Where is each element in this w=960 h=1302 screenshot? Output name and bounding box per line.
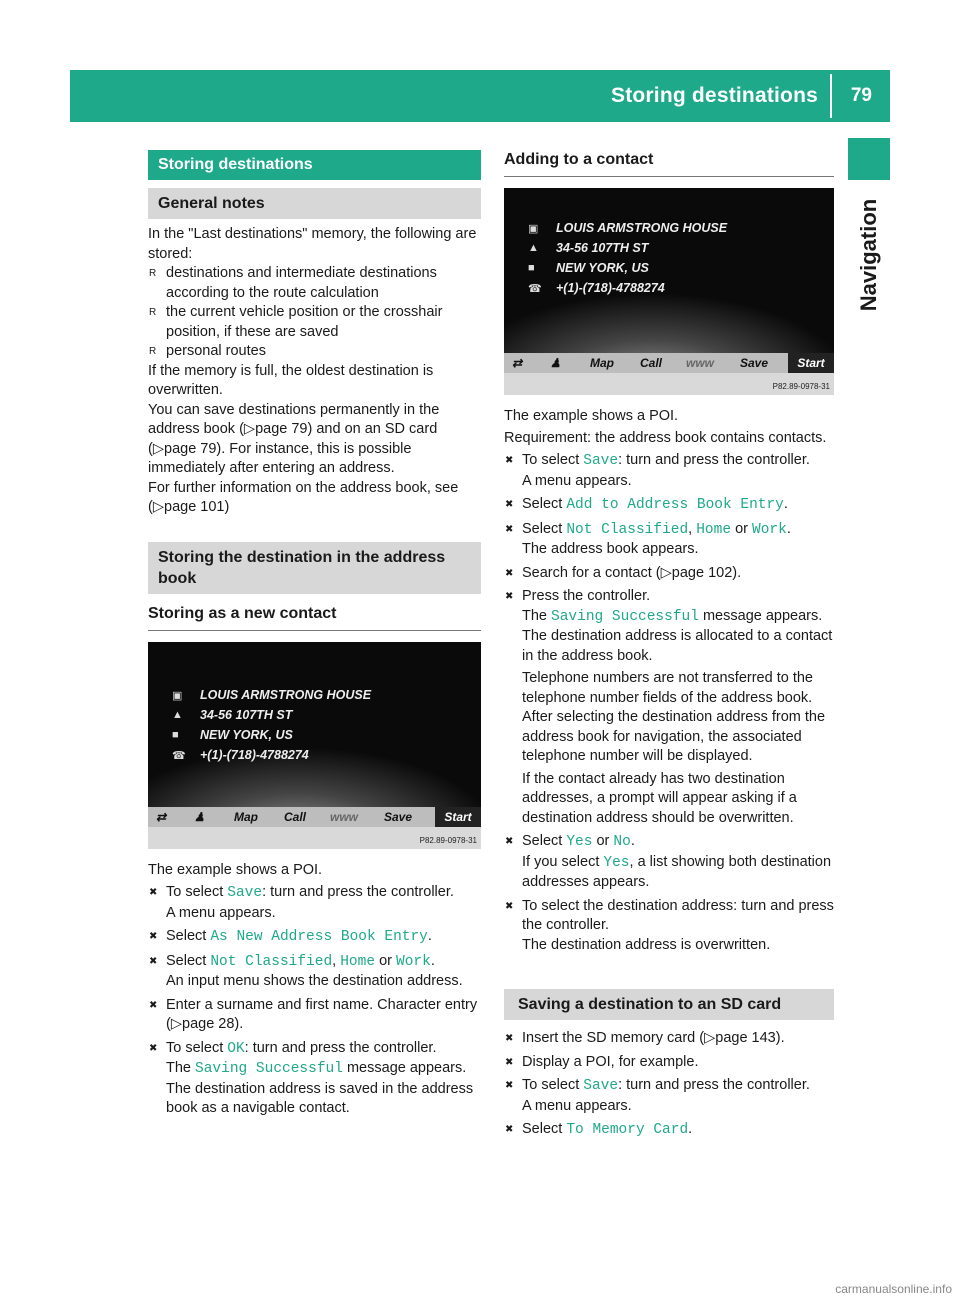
contact-icon: ♟ [194,809,205,824]
screen-line: +(1)-(718)-4788274 [556,281,665,295]
right-column [504,150,834,1141]
overwrite-note: If the contact already has two destination addresses, a prompt will appear asking if a destination address should be overwritten. [522,770,797,826]
new-contact-heading: Storing as a new contact [148,604,481,631]
page-ref-icon: ▷ [704,1030,716,1046]
city-icon: ■ [172,728,179,741]
general-notes-heading: General notes [148,188,481,219]
screen-line: NEW YORK, US [200,727,293,742]
page-ref-icon: ▷ [243,421,256,437]
screen-line: 34-56 107TH ST [556,241,649,255]
contact-icon: ♟ [550,356,561,370]
step-arrow-icon: ✖ [505,523,514,535]
step-arrow-icon: ✖ [149,931,158,942]
step-arrow-icon: ✖ [149,999,158,1011]
image-code: P82.89-0978-31 [772,382,830,391]
save-permanently-text: You can save destinations permanently in the address book (▷page 79) and on an SD card (▷page 79). For instance, this is possible immediately after entering an address. [148,401,440,476]
list-item: ✖ Enter a surname and first name. Character entry (▷page 28). [149,996,478,1032]
sd-card-steps [504,1029,834,1141]
list-item: ✖ To select the destination address: turn and press the controller. The destination address is overwritten. [505,897,834,953]
add-contact-steps [504,451,834,955]
list-item: R destinations and intermediate destinations according to the route calculation [149,265,437,301]
list-item: ✖ Insert the SD memory card (▷page 143). [504,1029,834,1049]
www-button: www [686,356,715,370]
page-ref-icon: ▷ [660,564,672,581]
list-item: ✖ Display a POI, for example. [504,1053,834,1073]
step-arrow-icon: ✖ [505,591,514,602]
phone-note: Telephone numbers are not transferred to the telephone number fields of the address book. After selecting the destination address from the address book for navigation, the associated telephone number will be displayed. [522,670,826,764]
memory-full-text: If the memory is full, the oldest destination is overwritten. [148,362,434,398]
screen-line: NEW YORK, US [556,261,649,275]
map-button: Map [234,809,258,824]
list-item: ✖ Search for a contact (▷page 102). [504,564,834,584]
screen-menu-bar [148,807,481,827]
list-item: ✖ To select Save: turn and press the controller. A menu appears. [149,884,454,921]
image-code: P82.89-0978-31 [419,835,477,845]
further-info-text: For further information on the address book, see (▷page 101) [148,479,459,515]
chapter-label: Navigation [856,198,881,312]
phone-icon: ☎ [172,749,186,762]
call-button: Call [640,356,663,370]
new-contact-steps [148,883,481,1119]
list-item: ✖ Select Not Classified, Home or Work. An input menu shows the destination address. [149,952,463,989]
list-item: ✖ Select To Memory Card. [505,1121,693,1138]
caption: The example shows a POI. [504,408,679,424]
caption: The example shows a POI. [148,861,323,878]
start-button: Start [788,353,834,373]
step-arrow-icon: ✖ [505,567,514,579]
watermark: carmanualsonline.info [835,1282,952,1296]
page-header [70,70,890,122]
list-item: ✖ To select Save: turn and press the controller. A menu appears. [505,452,810,489]
back-icon: ⇄ [512,356,523,370]
step-arrow-icon: ✖ [505,1056,514,1068]
start-button: Start [435,807,481,827]
screen-line: 34-56 107TH ST [200,707,293,722]
screen-image [504,188,834,395]
step-arrow-icon: ✖ [505,1080,514,1091]
list-item: R personal routes [148,342,481,362]
map-button: Map [590,356,614,370]
bullet-icon: R [149,307,157,318]
list-item: ✖ Select Yes or No. If you select Yes, a list showing both destination addresses appears. [505,833,832,890]
list-item: ✖ Select As New Address Book Entry. [149,928,432,945]
page-number: 79 [850,85,872,106]
screen-image [148,642,481,849]
list-item: ✖ To select Save: turn and press the controller. A menu appears. [505,1077,810,1114]
www-button: www [330,809,359,824]
list-item: ✖ Press the controller. The Saving Successful message appears. The destination address is allocated to a contact in the address book. Telephone numbers are not transferred to the telephone number fields of the address book. After selecting the destination address from the address book for navigation, the associated telephone number will be displayed. If the contact already has two destination addresses, a prompt will appear asking if a destination address should be overwritten. [504,587,834,828]
step-arrow-icon: ✖ [505,1033,514,1044]
step-arrow-icon: ✖ [149,1042,158,1054]
list-item: ✖ To select OK: turn and press the controller. The Saving Successful message appears. The destination address is saved in the address book as a navigable contact. [149,1039,474,1116]
call-button: Call [284,809,307,824]
step-arrow-icon: ✖ [505,900,514,912]
city-icon: ■ [528,262,535,274]
list-item: ✖ Select Not Classified, Home or Work. The address book appears. [505,520,791,557]
sd-card-heading: Saving a destination to an SD card [504,989,834,1020]
step-arrow-icon: ✖ [149,887,158,898]
step-arrow-icon: ✖ [505,1124,514,1135]
step-arrow-icon: ✖ [505,836,514,847]
step-arrow-icon: ✖ [505,455,514,466]
poi-icon: ▣ [528,223,539,235]
address-book-heading: Storing the destination in the address book [148,542,481,594]
general-notes-list [148,264,481,362]
general-notes-intro: In the "Last destinations" memory, the following are stored: [148,226,477,262]
screen-line: +(1)-(718)-4788274 [200,747,309,762]
screen-line: LOUIS ARMSTRONG HOUSE [200,687,372,702]
screen-menu-bar [504,353,834,373]
screen-line: LOUIS ARMSTRONG HOUSE [556,221,728,235]
page-header-title: Storing destinations [610,84,818,107]
save-button: Save [384,809,413,824]
step-arrow-icon: ✖ [505,499,514,510]
list-item: ✖ Select Add to Address Book Entry. [505,496,788,513]
phone-icon: ☎ [528,283,542,295]
street-icon: ▲ [172,708,183,721]
header-separator [830,74,832,118]
poi-icon: ▣ [172,689,183,702]
save-button: Save [740,356,769,370]
section-band: Storing destinations [148,150,481,180]
page-ref-icon: ▷ [170,1016,182,1032]
step-arrow-icon: ✖ [149,955,158,967]
back-icon: ⇄ [156,809,167,824]
page-ref-icon: ▷ [152,499,164,515]
chapter-tab [848,138,890,180]
list-item: R the current vehicle position or the crosshair position, if these are saved [149,304,443,340]
page-ref-icon: ▷ [152,440,164,457]
requirement-text: Requirement: the address book contains contacts. [504,429,827,446]
bullet-icon: R [149,268,157,279]
bullet-icon: R [149,346,157,357]
add-contact-heading: Adding to a contact [504,150,834,177]
street-icon: ▲ [528,242,539,254]
left-column [148,150,481,1119]
